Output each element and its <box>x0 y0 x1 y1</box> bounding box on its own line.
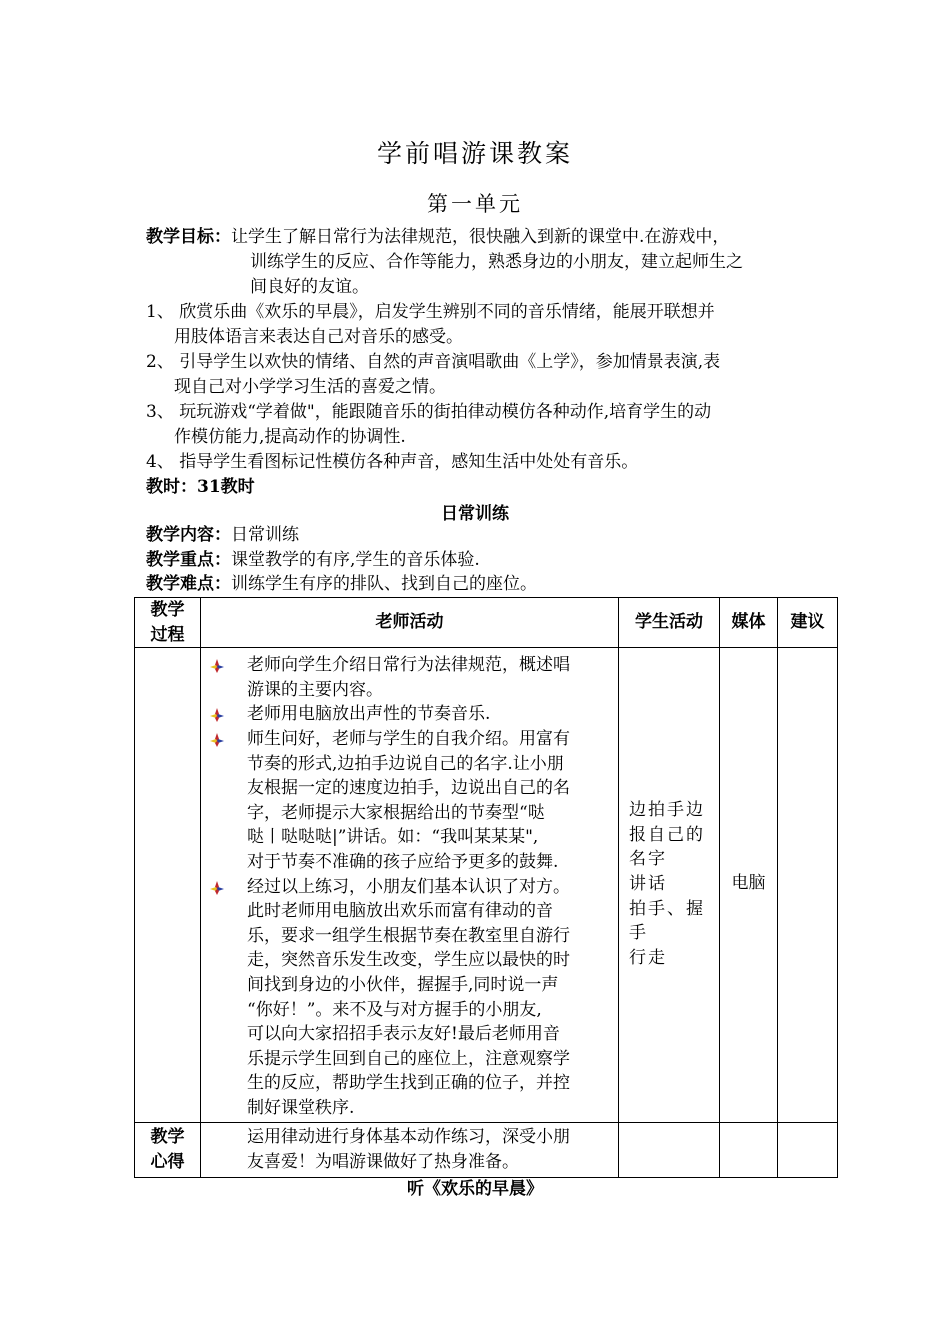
reflection-row <box>135 1123 838 1177</box>
student-activity-line: 拍手、握 <box>629 898 705 919</box>
teacher-activity-item <box>209 727 608 875</box>
table-row <box>135 648 838 1123</box>
key-point-label: 教学重点： <box>146 550 231 570</box>
objective-number: 1、 <box>146 302 174 322</box>
teacher-activity-line: 对于节奏不准确的孩子应给予更多的鼓舞. <box>247 851 559 872</box>
student-activity-line: 名字 <box>629 849 667 870</box>
teacher-activity-line: 节奏的形式,边拍手边说自己的名字.让小朋 <box>247 753 564 774</box>
objective-2-cont: 现自己对小学学习生活的喜爱之情。 <box>174 377 446 397</box>
teacher-activity-line: 此时老师用电脑放出欢乐而富有律动的音 <box>247 901 553 922</box>
objective-4: 4、 指导学生看图标记性模仿各种声音，感知生活中处处有音乐。 <box>146 452 639 472</box>
table-header-row <box>135 598 838 648</box>
goals-line-2: 训练学生的反应、合作等能力，熟悉身边的小朋友，建立起师生之 <box>250 252 743 272</box>
header-stage: 教学 过程 <box>135 598 201 648</box>
teacher-activity-line: 经过以上练习，小朋友们基本认识了对方。 <box>247 876 570 897</box>
student-activity-line: 手 <box>629 923 648 944</box>
teacher-activity-line: 乐，要求一组学生根据节奏在教室里自游行 <box>247 925 570 946</box>
reflection-text-cell: 运用律动进行身体基本动作练习，深受小朋 友喜爱！为唱游课做好了热身准备。 <box>201 1123 619 1177</box>
next-section-title: 听《欢乐的早晨》 <box>407 1179 543 1199</box>
teacher-activity-line: 哒丨哒哒哒|”讲话。如：“我叫某某某", <box>247 827 539 848</box>
teacher-activity-list <box>201 648 618 1122</box>
teacher-activity-item <box>209 653 608 702</box>
teacher-activity-line: 乐提示学生回到自己的座位上，注意观察学 <box>247 1048 570 1069</box>
reflection-media-cell <box>720 1123 778 1177</box>
teacher-activity-line: 友根据一定的速度边拍手，边说出自己的名 <box>247 778 570 799</box>
teacher-activity-line: 生的反应，帮助学生找到正确的位子，并控 <box>247 1073 570 1094</box>
teacher-activity-line: 走，突然音乐发生改变，学生应以最快的时 <box>247 950 570 971</box>
teacher-activity-line: 可以向大家招招手表示友好!最后老师用音 <box>247 1024 560 1045</box>
teacher-activity-line: 字，老师提示大家根据给出的节奏型“哒 <box>247 802 545 823</box>
student-activity-lines <box>629 798 715 970</box>
teacher-activity-line: “你好！”。来不及与对方握手的小朋友, <box>247 999 542 1020</box>
media-cell: 电脑 <box>720 648 778 1123</box>
key-point-value: 课堂教学的有序,学生的音乐体验. <box>231 550 480 570</box>
objective-2: 2、 引导学生以欢快的情绪、自然的声音演唱歌曲《上学》，参加情景表演,表 <box>146 352 721 372</box>
bullet-icon <box>209 706 225 722</box>
bullet-icon <box>209 657 225 673</box>
header-teacher-activity: 老师活动 <box>201 598 619 648</box>
objective-1: 1、 欣赏乐曲《欢乐的早晨》，启发学生辨别不同的音乐情绪，能展开联想并 <box>146 302 715 322</box>
teaching-hours: 教时：31教时 <box>146 477 255 497</box>
objective-3-cont: 作模仿能力,提高动作的协调性. <box>174 427 406 447</box>
reflection-suggestion-cell <box>778 1123 838 1177</box>
header-suggestion: 建议 <box>778 598 838 648</box>
bullet-icon <box>209 879 225 895</box>
goals-line-3: 间良好的友谊。 <box>250 277 369 297</box>
bullet-icon <box>209 731 225 747</box>
teacher-activity-line: 游课的主要内容。 <box>247 679 383 700</box>
student-activity-line: 讲话 <box>629 873 667 894</box>
objective-3: 3、 玩玩游戏“学着做"，能跟随音乐的街拍律动模仿各种动作,培育学生的动 <box>146 402 712 422</box>
objective-number: 3、 <box>146 402 174 422</box>
objective-number: 4、 <box>146 452 174 472</box>
reflection-student-cell <box>619 1123 720 1177</box>
section-title: 日常训练 <box>441 504 509 524</box>
teacher-activity-line: 间找到身边的小伙伴，握握手,同时说一声 <box>247 974 559 995</box>
student-activity-line: 行走 <box>629 947 667 968</box>
student-activity-line: 边拍手边 <box>629 800 705 821</box>
difficulty-label: 教学难点： <box>146 574 231 594</box>
suggestion-cell <box>778 648 838 1123</box>
stage-cell <box>135 648 201 1123</box>
key-point-line <box>146 548 480 573</box>
header-media: 媒体 <box>720 598 778 648</box>
teacher-activity-line: 制好课堂秩序. <box>247 1097 355 1118</box>
lesson-table <box>134 597 838 1178</box>
teacher-activity-item <box>209 875 608 1121</box>
reflection-label-cell: 教学 心得 <box>135 1123 201 1177</box>
student-activity-cell <box>619 648 720 1123</box>
teacher-activity-line: 老师用电脑放出声性的节奏音乐. <box>247 704 491 725</box>
student-activity-line: 报自己的 <box>629 824 705 845</box>
document-title: 学前唱游课教案 <box>376 139 573 168</box>
goals-line-1 <box>146 225 729 250</box>
unit-title: 第一单元 <box>427 192 523 216</box>
teacher-activity-line: 师生问好，老师与学生的自我介绍。用富有 <box>247 728 570 749</box>
objective-number: 2、 <box>146 352 174 372</box>
content-value: 日常训练 <box>231 525 299 545</box>
teacher-activity-cell <box>201 648 619 1123</box>
teacher-activity-line: 老师向学生介绍日常行为法律规范，概述唱 <box>247 655 570 676</box>
teacher-activity-item <box>209 702 608 727</box>
goals-text: 让学生了解日常行为法律规范，很快融入到新的课堂中.在游戏中， <box>231 227 730 247</box>
content-label: 教学内容： <box>146 525 231 545</box>
header-student-activity: 学生活动 <box>619 598 720 648</box>
difficulty-value: 训练学生有序的排队、找到自己的座位。 <box>231 574 537 594</box>
goals-label: 教学目标： <box>146 227 231 247</box>
objective-1-cont: 用肢体语言来表达自己对音乐的感受。 <box>174 327 463 347</box>
difficulty-line <box>146 572 537 597</box>
content-line <box>146 523 299 548</box>
